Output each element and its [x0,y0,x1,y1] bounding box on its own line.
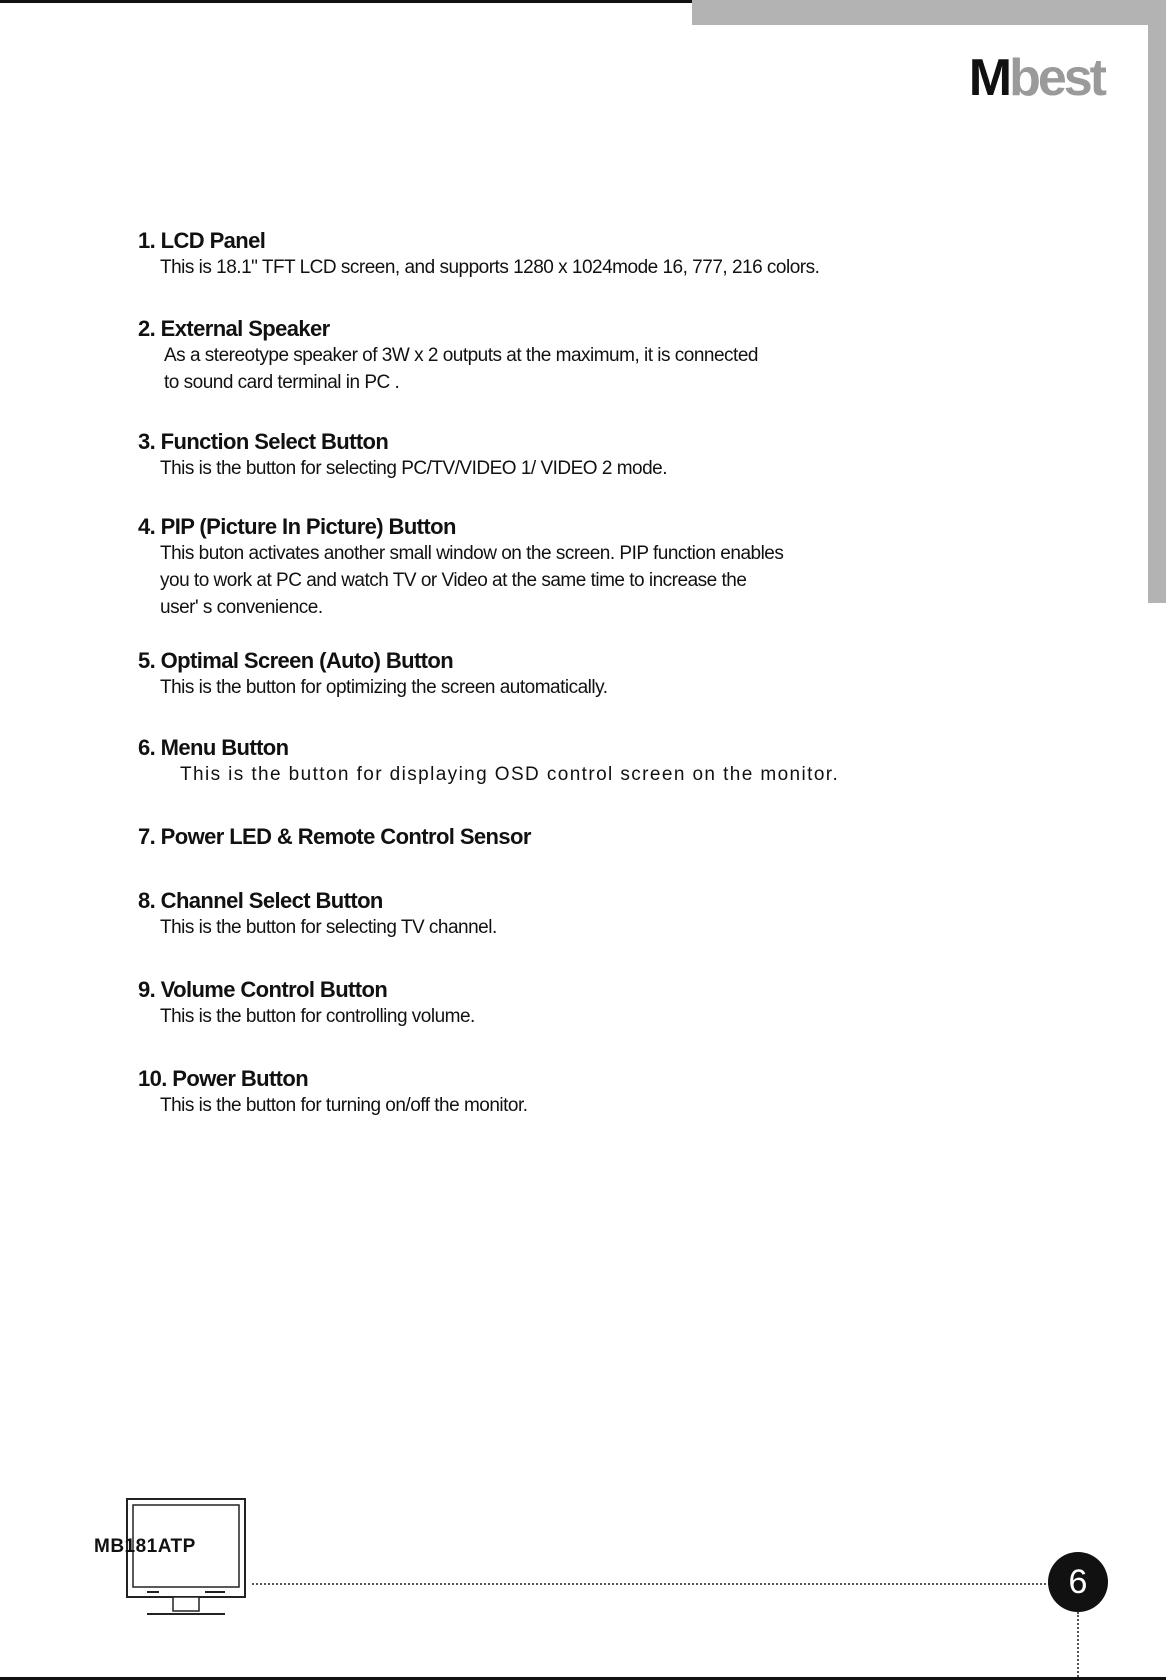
item-title: 1. LCD Panel [138,228,266,253]
item-volume-control [138,977,475,1030]
item-power-button [138,1066,528,1119]
footer-dotted-vertical [1077,1612,1079,1680]
model-label: MB181ATP [94,1536,196,1557]
top-rule [0,0,692,3]
item-desc: This is the button for selecting TV channel. [160,917,497,938]
item-lcd-panel [138,228,819,281]
item-power-led [138,824,531,850]
item-external-speaker [138,316,758,396]
item-title: 3. Function Select Button [138,429,389,454]
item-title: 9. Volume Control Button [138,977,388,1002]
item-desc: This is the button for optimizing the screen automatically. [160,677,608,698]
item-title: 7. Power LED & Remote Control Sensor [138,824,531,849]
item-desc: This is 18.1" TFT LCD screen, and supports 1280 x 1024mode 16, 777, 216 colors. [160,257,820,278]
item-desc: This is the button for turning on/off the monitor. [160,1095,528,1116]
item-desc: This is the button for controlling volume. [160,1006,475,1027]
item-title: 4. PIP (Picture In Picture) Button [138,514,456,539]
item-title: 5. Optimal Screen (Auto) Button [138,648,454,673]
item-desc: As a stereotype speaker of 3W x 2 outputs at the maximum, it is connected to sound card terminal in PC . [164,345,758,393]
side-gray-band [1148,25,1166,603]
item-menu [138,735,839,788]
footer-dotted-line [252,1583,1050,1585]
logo-rest: best [1009,49,1104,107]
brand-logo [968,49,1104,107]
logo-m: M [968,49,1010,107]
item-desc: This is the button for displaying OSD control screen on the monitor. [180,764,840,785]
item-title: 10. Power Button [138,1066,309,1091]
item-channel-select [138,888,497,941]
item-function-select [138,429,667,482]
item-title: 8. Channel Select Button [138,888,383,913]
item-desc: This buton activates another small window on the screen. PIP function enables you to work at PC and watch TV or Video at the same time to increase the user' s convenience. [160,543,784,618]
item-optimal-screen [138,648,608,701]
item-pip [138,514,783,621]
item-desc: This is the button for selecting PC/TV/VIDEO 1/ VIDEO 2 mode. [160,458,668,479]
header-gray-band [692,0,1166,25]
item-title: 2. External Speaker [138,316,330,341]
page-number-badge: 6 [1048,1552,1108,1612]
monitor-icon [125,1497,247,1619]
item-title: 6. Menu Button [138,735,289,760]
